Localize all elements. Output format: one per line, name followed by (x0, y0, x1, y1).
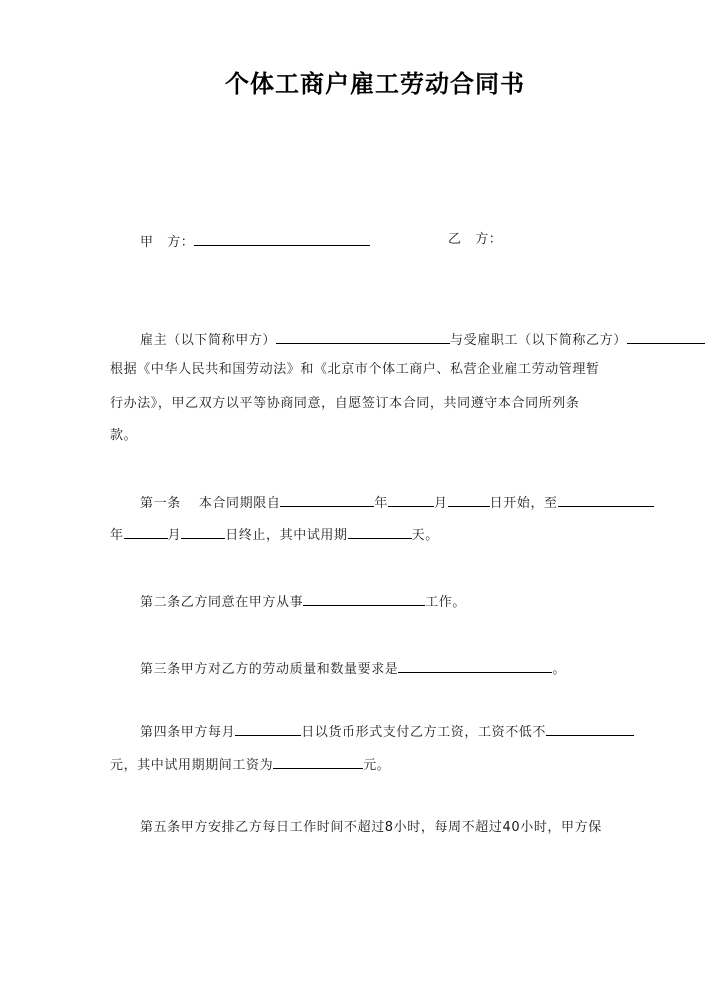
article-4-line-2 (110, 755, 390, 774)
probation-wage-blank[interactable] (273, 755, 363, 769)
employer-name-blank[interactable] (276, 330, 450, 344)
probation-days-blank[interactable] (348, 525, 412, 539)
article-2-line (140, 592, 466, 611)
job-blank[interactable] (303, 592, 425, 606)
article-2-suffix: 工作。 (425, 595, 467, 610)
document-title: 个体工商户雇工劳动合同书 (225, 69, 525, 98)
preamble-employer-text: 雇主（以下简称甲方） (140, 333, 277, 348)
start-text: 日开始，至 (489, 496, 558, 511)
article-1-heading: 第一条 (140, 496, 181, 511)
start-year-blank[interactable] (280, 493, 374, 507)
preamble-line-4: 款。 (110, 428, 138, 443)
article-3-line (140, 659, 566, 678)
article-2-text: 第二条乙方同意在甲方从事 (140, 595, 304, 610)
party-a-line (140, 232, 370, 251)
article-4-line-1 (140, 722, 634, 741)
article-5-line-1: 第五条甲方安排乙方每日工作时间不超过8小时，每周不超过40小时，甲方保 (140, 820, 602, 835)
preamble-employee-text: 与受雇职工（以下简称乙方） (450, 333, 627, 348)
party-a-label: 甲 方： (140, 235, 195, 250)
preamble-line-2: 根据《中华人民共和国劳动法》和《北京市个体工商户、私营企业雇工劳动管理暂 (110, 362, 600, 377)
pay-day-blank[interactable] (235, 722, 301, 736)
days-label: 天。 (411, 528, 439, 543)
end-day-blank[interactable] (181, 525, 225, 539)
end-month-blank[interactable] (124, 525, 168, 539)
month-label: 月 (434, 496, 448, 511)
article-3-suffix: 。 (552, 662, 567, 677)
start-day-blank[interactable] (448, 493, 490, 507)
party-b-label: 乙 方： (448, 232, 503, 247)
employee-name-blank[interactable] (627, 330, 705, 344)
year-label: 年 (374, 496, 389, 511)
quality-requirement-blank[interactable] (398, 659, 552, 673)
article-4-line-2-text: 元，其中试用期期间工资为 (110, 758, 274, 773)
article-4-line-2-suffix: 元。 (363, 758, 391, 773)
min-wage-blank[interactable] (546, 722, 634, 736)
preamble-line-1 (140, 330, 705, 349)
article-1-term-text: 本合同期限自 (198, 496, 281, 511)
end-month-label: 月 (167, 528, 182, 543)
article-3-text: 第三条甲方对乙方的劳动质量和数量要求是 (140, 662, 399, 677)
start-month-blank[interactable] (388, 493, 434, 507)
end-year-label: 年 (110, 528, 124, 543)
party-b-line (448, 232, 502, 248)
article-1-line-1 (140, 493, 654, 512)
article-4-text: 第四条甲方每月 (140, 725, 236, 740)
end-year-blank[interactable] (558, 493, 654, 507)
end-text: 日终止，其中试用期 (225, 528, 348, 543)
article-1-line-2 (110, 525, 439, 544)
preamble-line-3: 行办法》，甲乙双方以平等协商同意，自愿签订本合同，共同遵守本合同所列条 (110, 396, 580, 411)
article-4-mid: 日以货币形式支付乙方工资，工资不低不 (301, 725, 547, 740)
party-a-blank[interactable] (194, 232, 370, 246)
